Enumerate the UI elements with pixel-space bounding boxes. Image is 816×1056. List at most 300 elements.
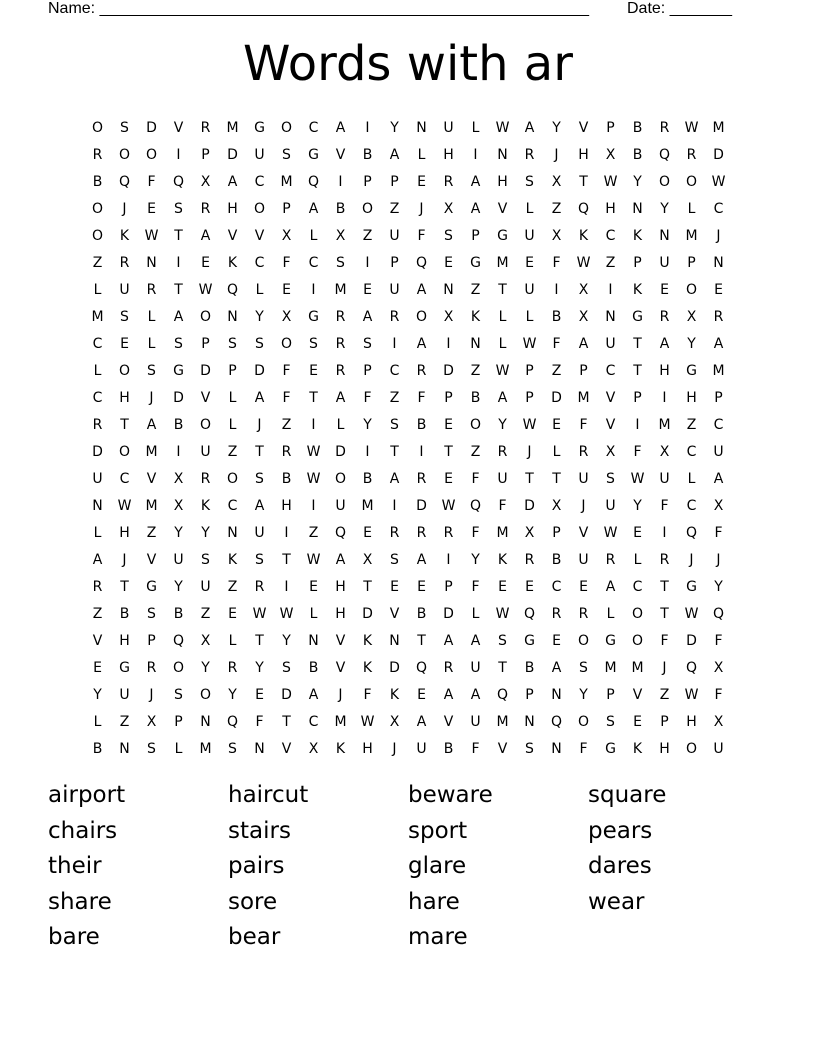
grid-letter: V [605,416,616,433]
grid-letter: E [147,200,156,217]
grid-letter: R [497,443,508,460]
grid-letter: V [281,740,292,757]
grid-letter: M [604,659,617,676]
grid-letter: U [389,281,400,298]
grid-letter: Z [362,227,373,244]
grid-letter: S [120,308,129,325]
grid-letter: D [443,362,454,379]
grid-letter: I [176,254,181,271]
grid-letter: K [632,281,643,298]
grid-letter: X [686,308,697,325]
grid-letter: L [228,389,237,406]
grid-letter: Z [551,200,562,217]
grid-letter: T [309,389,318,406]
grid-letter: U [389,227,400,244]
grid-letter: N [227,308,238,325]
grid-letter: Y [201,659,210,676]
grid-letter: A [524,119,535,136]
grid-letter: F [471,578,480,595]
grid-letter: M [145,443,158,460]
grid-letter: V [497,740,508,757]
grid-letter: M [496,713,509,730]
grid-letter: P [714,389,723,406]
grid-letter: S [579,659,588,676]
grid-letter: A [470,686,481,703]
grid-letter: O [199,416,212,433]
grid-letter: W [603,173,618,190]
grid-letter: Y [93,686,102,703]
grid-letter: M [712,119,725,136]
grid-letter: S [120,119,129,136]
grid-letter: X [605,146,616,163]
grid-letter: Y [687,335,696,352]
word-bank-item: mare [408,924,468,950]
grid-letter: F [282,362,291,379]
grid-letter: I [284,578,289,595]
grid-letter: A [362,308,373,325]
grid-letter: D [551,389,562,406]
grid-letter: G [605,740,616,757]
grid-letter: U [254,146,265,163]
grid-letter: I [311,416,316,433]
grid-letter: T [363,578,372,595]
grid-letter: F [282,254,291,271]
grid-letter: D [92,443,103,460]
grid-letter: K [578,227,589,244]
grid-letter: E [525,254,534,271]
word-bank-item: dares [588,853,652,879]
grid-letter: H [335,578,346,595]
grid-letter: C [632,578,643,595]
grid-letter: H [227,200,238,217]
grid-letter: J [149,389,154,406]
grid-letter: R [524,551,535,568]
grid-letter: L [687,200,696,217]
grid-row [84,168,732,195]
grid-letter: U [254,524,265,541]
grid-letter: M [361,497,374,514]
grid-letter: S [525,740,534,757]
grid-letter: Q [685,524,698,541]
grid-letter: V [632,686,643,703]
worksheet-header [48,0,748,20]
grid-row [84,546,732,573]
grid-letter: R [254,578,265,595]
grid-letter: O [361,200,374,217]
grid-letter: H [659,740,670,757]
grid-letter: E [93,659,102,676]
grid-letter: E [417,173,426,190]
grid-letter: R [443,524,454,541]
grid-letter: T [660,578,669,595]
grid-letter: F [147,173,156,190]
grid-letter: X [389,713,400,730]
grid-letter: Z [389,200,400,217]
grid-letter: T [552,470,561,487]
grid-letter: D [200,362,211,379]
grid-letter: N [713,254,724,271]
grid-letter: G [254,119,265,136]
grid-letter: S [255,335,264,352]
grid-letter: N [551,740,562,757]
grid-letter: E [309,578,318,595]
grid-letter: I [176,443,181,460]
grid-letter: H [119,389,130,406]
grid-letter: C [686,443,697,460]
grid-letter: V [605,389,616,406]
grid-letter: Q [118,173,131,190]
grid-letter: E [228,605,237,622]
grid-letter: I [311,281,316,298]
grid-letter: M [658,416,671,433]
grid-letter: Z [686,416,697,433]
grid-letter: U [659,470,670,487]
grid-letter: F [471,470,480,487]
grid-letter: F [633,443,642,460]
grid-letter: U [659,254,670,271]
grid-letter: U [578,470,589,487]
grid-letter: A [416,335,427,352]
grid-letter: R [551,605,562,622]
grid-letter: U [335,497,346,514]
grid-row [84,411,732,438]
grid-letter: F [714,632,723,649]
grid-letter: P [606,686,615,703]
grid-letter: T [174,281,183,298]
grid-letter: O [685,173,698,190]
grid-letter: I [365,443,370,460]
grid-letter: N [92,497,103,514]
grid-letter: Z [470,362,481,379]
grid-letter: I [392,497,397,514]
grid-letter: A [254,389,265,406]
grid-letter: E [363,281,372,298]
grid-letter: J [527,443,532,460]
grid-letter: R [92,578,103,595]
grid-letter: D [335,443,346,460]
grid-letter: Z [605,254,616,271]
grid-letter: F [552,254,561,271]
grid-letter: Q [685,659,698,676]
grid-letter: Z [92,254,103,271]
grid-letter: S [174,335,183,352]
grid-letter: S [147,605,156,622]
grid-letter: B [173,416,184,433]
grid-letter: X [713,497,724,514]
grid-letter: A [227,173,238,190]
grid-letter: G [497,227,508,244]
grid-letter: A [713,470,724,487]
grid-letter: N [416,119,427,136]
word-bank-item: pairs [228,853,285,879]
grid-letter: A [470,632,481,649]
grid-letter: A [659,335,670,352]
grid-letter: G [146,578,157,595]
grid-letter: J [122,551,127,568]
grid-letter: K [362,632,373,649]
grid-letter: K [470,308,481,325]
grid-letter: J [122,200,127,217]
name-field-line: Name: _______________________________________________________ [48,0,589,17]
grid-letter: V [335,632,346,649]
grid-letter: K [497,551,508,568]
grid-letter: S [282,659,291,676]
grid-letter: F [579,740,588,757]
grid-letter: A [416,551,427,568]
grid-row [84,114,732,141]
grid-row [84,654,732,681]
grid-letter: B [443,740,454,757]
grid-letter: C [605,227,616,244]
word-bank-item: glare [408,853,467,879]
grid-letter: B [416,416,427,433]
grid-letter: W [522,335,537,352]
grid-letter: U [713,740,724,757]
grid-letter: X [443,308,454,325]
grid-letter: O [334,470,347,487]
grid-letter: W [711,173,726,190]
grid-letter: B [281,470,292,487]
grid-letter: C [713,416,724,433]
grid-letter: E [444,416,453,433]
grid-letter: E [633,713,642,730]
grid-letter: J [662,659,667,676]
grid-letter: L [498,335,507,352]
grid-letter: B [551,551,562,568]
grid-letter: Q [334,524,347,541]
grid-letter: T [120,578,129,595]
grid-letter: O [199,686,212,703]
grid-letter: U [92,470,103,487]
grid-letter: L [633,551,642,568]
grid-letter: R [578,443,589,460]
grid-letter: I [473,146,478,163]
grid-letter: S [228,335,237,352]
grid-letter: I [365,254,370,271]
grid-letter: J [392,740,397,757]
grid-letter: P [201,335,210,352]
grid-letter: A [146,416,157,433]
grid-letter: W [306,551,321,568]
grid-letter: Q [226,281,239,298]
grid-letter: A [578,335,589,352]
grid-letter: F [471,524,480,541]
grid-letter: L [93,281,102,298]
grid-letter: K [632,740,643,757]
grid-letter: R [713,308,724,325]
grid-letter: D [173,389,184,406]
grid-letter: H [659,362,670,379]
grid-letter: M [496,254,509,271]
grid-letter: L [93,362,102,379]
grid-letter: T [525,470,534,487]
grid-letter: P [552,524,561,541]
grid-letter: Y [174,524,183,541]
grid-letter: O [118,146,131,163]
grid-letter: O [199,308,212,325]
grid-letter: X [308,740,319,757]
grid-letter: D [146,119,157,136]
grid-letter: Z [227,578,238,595]
grid-row [84,357,732,384]
grid-letter: N [659,227,670,244]
grid-letter: H [605,200,616,217]
grid-letter: R [686,146,697,163]
grid-letter: F [552,335,561,352]
grid-letter: R [146,281,157,298]
grid-row [84,681,732,708]
grid-letter: E [633,524,642,541]
grid-letter: X [443,200,454,217]
grid-letter: J [581,497,586,514]
grid-letter: O [469,416,482,433]
grid-letter: W [495,362,510,379]
grid-row [84,141,732,168]
grid-letter: I [662,389,667,406]
grid-letter: Q [496,686,509,703]
grid-letter: H [281,497,292,514]
grid-letter: X [551,227,562,244]
grid-letter: H [686,713,697,730]
grid-letter: P [633,389,642,406]
grid-letter: M [577,389,590,406]
grid-letter: V [227,227,238,244]
grid-letter: N [497,146,508,163]
grid-letter: O [631,605,644,622]
grid-letter: F [417,227,426,244]
grid-letter: G [173,362,184,379]
grid-letter: R [335,335,346,352]
grid-letter: V [92,632,103,649]
grid-letter: H [497,173,508,190]
grid-letter: W [252,605,267,622]
grid-letter: D [524,497,535,514]
grid-letter: I [365,119,370,136]
grid-letter: F [579,416,588,433]
grid-letter: I [338,173,343,190]
grid-letter: L [525,308,534,325]
grid-letter: Y [714,578,723,595]
grid-letter: O [91,227,104,244]
grid-letter: T [444,443,453,460]
grid-letter: Y [471,551,480,568]
grid-letter: B [524,659,535,676]
grid-letter: L [525,200,534,217]
grid-letter: N [389,632,400,649]
grid-letter: X [578,308,589,325]
grid-letter: L [147,335,156,352]
grid-letter: E [309,362,318,379]
grid-letter: L [228,632,237,649]
grid-letter: X [281,308,292,325]
grid-letter: I [284,524,289,541]
grid-letter: A [200,227,211,244]
grid-letter: E [282,281,291,298]
grid-letter: U [200,578,211,595]
grid-letter: S [606,713,615,730]
grid-letter: F [255,713,264,730]
grid-letter: Z [551,362,562,379]
grid-letter: I [419,443,424,460]
grid-letter: T [579,173,588,190]
grid-letter: U [524,281,535,298]
grid-letter: R [416,362,427,379]
grid-letter: A [497,389,508,406]
grid-letter: B [632,119,643,136]
grid-letter: T [633,362,642,379]
grid-letter: R [416,470,427,487]
grid-letter: C [389,362,400,379]
grid-row [84,330,732,357]
grid-letter: E [201,254,210,271]
grid-letter: L [93,713,102,730]
grid-letter: V [146,470,157,487]
grid-letter: P [390,173,399,190]
grid-letter: K [389,686,400,703]
grid-letter: U [200,443,211,460]
grid-letter: E [444,254,453,271]
grid-letter: P [525,362,534,379]
grid-letter: M [631,659,644,676]
grid-letter: J [554,146,559,163]
grid-letter: Z [146,524,157,541]
grid-letter: L [147,308,156,325]
grid-letter: M [226,119,239,136]
grid-letter: V [335,659,346,676]
grid-letter: Z [200,605,211,622]
grid-letter: I [392,335,397,352]
grid-letter: B [362,146,373,163]
grid-letter: R [389,308,400,325]
grid-letter: A [470,200,481,217]
grid-letter: B [335,200,346,217]
grid-letter: F [714,686,723,703]
grid-letter: W [603,524,618,541]
grid-letter: M [280,173,293,190]
grid-letter: B [470,389,481,406]
grid-letter: C [254,254,265,271]
grid-letter: Y [255,308,264,325]
grid-letter: P [282,200,291,217]
grid-letter: T [498,659,507,676]
word-bank-item: pears [588,817,653,844]
grid-letter: G [524,632,535,649]
grid-letter: L [228,416,237,433]
grid-letter: D [713,146,724,163]
grid-letter: O [280,335,293,352]
word-bank [48,780,768,958]
grid-letter: M [334,281,347,298]
grid-letter: N [524,713,535,730]
grid-letter: C [713,200,724,217]
word-bank-item: bear [228,924,281,950]
grid-letter: A [713,335,724,352]
grid-letter: O [91,119,104,136]
grid-letter: X [578,281,589,298]
grid-letter: E [417,686,426,703]
grid-letter: L [417,146,426,163]
grid-letter: H [362,740,373,757]
grid-letter: W [360,713,375,730]
grid-letter: L [336,416,345,433]
grid-letter: N [227,524,238,541]
grid-letter: P [525,389,534,406]
grid-letter: Y [363,416,372,433]
grid-letter: T [633,335,642,352]
grid-letter: F [498,497,507,514]
grid-letter: E [444,470,453,487]
grid-letter: Q [415,254,428,271]
